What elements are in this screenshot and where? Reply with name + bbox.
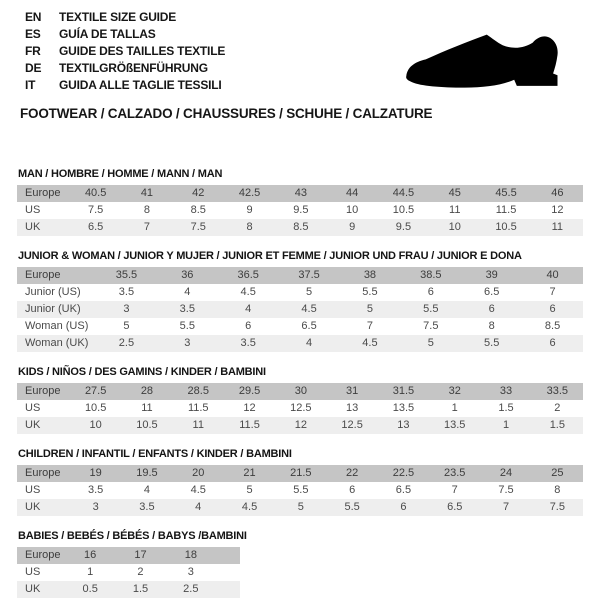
size-table-junior-woman	[17, 267, 583, 352]
row-label: Europe	[17, 465, 70, 482]
size-cell: 11.5	[224, 417, 275, 434]
size-cell: 6	[522, 301, 583, 318]
language-code: ES	[25, 27, 41, 41]
size-cell: 29.5	[224, 383, 275, 400]
size-cell: 5	[340, 301, 401, 318]
section-title: MAN / HOMBRE / HOMME / MANN / MAN	[18, 168, 223, 180]
section-title: CHILDREN / INFANTIL / ENFANTS / KINDER / BAMBINI	[18, 448, 292, 460]
size-cell: 3	[96, 301, 157, 318]
size-cell: 32	[429, 383, 480, 400]
size-cell: 8.5	[173, 202, 224, 219]
size-cell: 38	[340, 267, 401, 284]
size-cell: 12.5	[275, 400, 326, 417]
size-cell: 42	[173, 185, 224, 202]
size-cell: 13.5	[429, 417, 480, 434]
size-cell: 12.5	[326, 417, 377, 434]
table-row	[17, 284, 583, 301]
size-cell: 12	[275, 417, 326, 434]
language-label: GUÍA DE TALLAS	[59, 27, 156, 41]
size-cell: 6	[461, 301, 522, 318]
size-cell: 5	[224, 482, 275, 499]
table-row	[17, 499, 583, 516]
table-row	[17, 581, 240, 598]
size-cell: 4.5	[279, 301, 340, 318]
size-cell: 44.5	[378, 185, 429, 202]
table-row	[17, 564, 240, 581]
row-label: UK	[17, 417, 70, 434]
size-cell: 7.5	[532, 499, 583, 516]
size-cell: 6	[218, 318, 279, 335]
size-cell: 16	[65, 547, 115, 564]
size-cell: 42.5	[224, 185, 275, 202]
size-cell: 2	[115, 564, 165, 581]
size-cell: 8	[121, 202, 172, 219]
size-cell: 1	[65, 564, 115, 581]
size-cell: 13	[326, 400, 377, 417]
size-section-children	[17, 448, 583, 516]
language-label: GUIDA ALLE TAGLIE TESSILI	[59, 78, 222, 92]
size-table-kids	[17, 383, 583, 434]
size-cell: 4	[279, 335, 340, 352]
size-cell: 3	[70, 499, 121, 516]
size-cell: 5	[96, 318, 157, 335]
size-cell: 45.5	[480, 185, 531, 202]
size-cell: 6	[326, 482, 377, 499]
category-line: FOOTWEAR / CALZADO / CHAUSSURES / SCHUHE / CALZATURE	[20, 106, 433, 121]
row-label: Europe	[17, 547, 65, 564]
size-cell: 3.5	[218, 335, 279, 352]
size-cell: 9	[224, 202, 275, 219]
filler-cell	[216, 547, 240, 564]
row-label: Europe	[17, 185, 70, 202]
row-label: US	[17, 400, 70, 417]
size-cell: 5.5	[461, 335, 522, 352]
size-cell: 11	[429, 202, 480, 219]
row-label: US	[17, 482, 70, 499]
size-cell: 13.5	[378, 400, 429, 417]
section-title: BABIES / BEBÉS / BÉBÉS / BABYS /BAMBINI	[18, 530, 247, 542]
row-label: UK	[17, 499, 70, 516]
size-cell: 11.5	[173, 400, 224, 417]
row-label: Junior (UK)	[17, 301, 96, 318]
table-row	[17, 335, 583, 352]
size-cell: 10.5	[378, 202, 429, 219]
size-section-babies	[17, 530, 583, 598]
size-cell: 9.5	[378, 219, 429, 236]
size-cell: 19	[70, 465, 121, 482]
size-cell: 8.5	[522, 318, 583, 335]
size-cell: 1.5	[115, 581, 165, 598]
size-cell: 11	[532, 219, 583, 236]
size-cell: 3.5	[121, 499, 172, 516]
size-cell: 5.5	[400, 301, 461, 318]
size-cell: 8	[532, 482, 583, 499]
size-cell: 40	[522, 267, 583, 284]
row-label: US	[17, 564, 65, 581]
size-cell: 4.5	[224, 499, 275, 516]
language-code: IT	[25, 78, 36, 92]
size-cell: 6.5	[378, 482, 429, 499]
size-cell: 18	[166, 547, 216, 564]
size-section-junior-woman	[17, 250, 583, 352]
size-cell: 7	[340, 318, 401, 335]
row-label: Woman (US)	[17, 318, 96, 335]
table-row	[17, 465, 583, 482]
size-cell: 6.5	[429, 499, 480, 516]
language-row	[25, 26, 225, 43]
size-cell: 43	[275, 185, 326, 202]
size-cell: 31	[326, 383, 377, 400]
size-cell: 5.5	[275, 482, 326, 499]
size-cell: 11.5	[480, 202, 531, 219]
size-cell: 3	[157, 335, 218, 352]
size-cell: 41	[121, 185, 172, 202]
size-cell: 24	[480, 465, 531, 482]
table-row	[17, 301, 583, 318]
size-cell: 12	[532, 202, 583, 219]
size-cell: 1	[429, 400, 480, 417]
size-cell: 3	[166, 564, 216, 581]
size-cell: 21.5	[275, 465, 326, 482]
size-cell: 4	[121, 482, 172, 499]
language-row	[25, 9, 225, 26]
language-label: TEXTILE SIZE GUIDE	[59, 10, 177, 24]
table-row	[17, 202, 583, 219]
size-cell: 3.5	[70, 482, 121, 499]
language-row	[25, 60, 225, 77]
size-section-man	[17, 168, 583, 236]
size-cell: 4.5	[218, 284, 279, 301]
size-cell: 10	[326, 202, 377, 219]
size-cell: 1	[480, 417, 531, 434]
size-cell: 37.5	[279, 267, 340, 284]
size-cell: 10	[70, 417, 121, 434]
language-code: EN	[25, 10, 42, 24]
size-cell: 17	[115, 547, 165, 564]
size-cell: 4.5	[340, 335, 401, 352]
size-cell: 6.5	[70, 219, 121, 236]
section-title: JUNIOR & WOMAN / JUNIOR Y MUJER / JUNIOR ET FEMME / JUNIOR UND FRAU / JUNIOR E DONA	[18, 250, 522, 262]
size-cell: 33	[480, 383, 531, 400]
table-row	[17, 400, 583, 417]
size-cell: 10.5	[70, 400, 121, 417]
size-cell: 11	[121, 400, 172, 417]
size-cell: 10.5	[121, 417, 172, 434]
size-cell: 5	[275, 499, 326, 516]
size-cell: 40.5	[70, 185, 121, 202]
language-label: TEXTILGRÖßENFÜHRUNG	[59, 61, 208, 75]
size-cell: 36.5	[218, 267, 279, 284]
table-row	[17, 318, 583, 335]
size-cell: 5.5	[326, 499, 377, 516]
language-label: GUIDE DES TAILLES TEXTILE	[59, 44, 226, 58]
shoe-silhouette-path	[406, 35, 558, 88]
size-cell: 0.5	[65, 581, 115, 598]
section-title: KIDS / NIÑOS / DES GAMINS / KINDER / BAMBINI	[18, 366, 266, 378]
filler-cell	[216, 564, 240, 581]
size-cell: 19.5	[121, 465, 172, 482]
table-row	[17, 185, 583, 202]
size-cell: 44	[326, 185, 377, 202]
size-cell: 8	[224, 219, 275, 236]
size-cell: 21	[224, 465, 275, 482]
language-code: DE	[25, 61, 42, 75]
table-row	[17, 383, 583, 400]
size-cell: 7.5	[480, 482, 531, 499]
shoe-icon	[396, 24, 574, 108]
language-row	[25, 77, 225, 94]
table-row	[17, 482, 583, 499]
language-row	[25, 43, 225, 60]
size-cell: 3.5	[96, 284, 157, 301]
size-cell: 7.5	[400, 318, 461, 335]
size-cell: 7	[480, 499, 531, 516]
size-tables	[17, 168, 583, 598]
size-cell: 3.5	[157, 301, 218, 318]
size-cell: 31.5	[378, 383, 429, 400]
size-cell: 27.5	[70, 383, 121, 400]
size-cell: 9.5	[275, 202, 326, 219]
row-label: UK	[17, 219, 70, 236]
size-cell: 23.5	[429, 465, 480, 482]
size-cell: 20	[173, 465, 224, 482]
row-label: Europe	[17, 267, 96, 284]
size-cell: 22.5	[378, 465, 429, 482]
size-cell: 36	[157, 267, 218, 284]
size-cell: 33.5	[532, 383, 583, 400]
size-cell: 12	[224, 400, 275, 417]
size-cell: 6	[378, 499, 429, 516]
table-row	[17, 417, 583, 434]
size-cell: 4	[173, 499, 224, 516]
table-row	[17, 219, 583, 236]
size-cell: 38.5	[400, 267, 461, 284]
size-cell: 5	[400, 335, 461, 352]
size-table-children	[17, 465, 583, 516]
size-cell: 8.5	[275, 219, 326, 236]
row-label: UK	[17, 581, 65, 598]
size-cell: 5.5	[340, 284, 401, 301]
size-cell: 39	[461, 267, 522, 284]
size-cell: 7.5	[70, 202, 121, 219]
size-cell: 25	[532, 465, 583, 482]
size-cell: 7.5	[173, 219, 224, 236]
size-table-babies	[17, 547, 240, 598]
size-cell: 10	[429, 219, 480, 236]
size-cell: 5	[279, 284, 340, 301]
size-section-kids	[17, 366, 583, 434]
size-cell: 10.5	[480, 219, 531, 236]
size-cell: 30	[275, 383, 326, 400]
row-label: Woman (UK)	[17, 335, 96, 352]
size-cell: 35.5	[96, 267, 157, 284]
size-table-man	[17, 185, 583, 236]
size-cell: 28.5	[173, 383, 224, 400]
size-cell: 2	[532, 400, 583, 417]
size-cell: 5.5	[157, 318, 218, 335]
size-cell: 22	[326, 465, 377, 482]
language-list	[25, 9, 225, 94]
size-cell: 4	[157, 284, 218, 301]
size-cell: 7	[121, 219, 172, 236]
size-cell: 4.5	[173, 482, 224, 499]
size-cell: 46	[532, 185, 583, 202]
size-cell: 11	[173, 417, 224, 434]
filler-cell	[216, 581, 240, 598]
size-cell: 2.5	[166, 581, 216, 598]
size-cell: 6.5	[279, 318, 340, 335]
table-row	[17, 267, 583, 284]
language-code: FR	[25, 44, 41, 58]
size-cell: 1.5	[532, 417, 583, 434]
row-label: US	[17, 202, 70, 219]
table-row	[17, 547, 240, 564]
size-cell: 13	[378, 417, 429, 434]
row-label: Europe	[17, 383, 70, 400]
size-cell: 6.5	[461, 284, 522, 301]
size-cell: 9	[326, 219, 377, 236]
size-cell: 7	[522, 284, 583, 301]
size-cell: 4	[218, 301, 279, 318]
row-label: Junior (US)	[17, 284, 96, 301]
size-cell: 1.5	[480, 400, 531, 417]
size-cell: 2.5	[96, 335, 157, 352]
size-cell: 8	[461, 318, 522, 335]
size-cell: 6	[522, 335, 583, 352]
size-cell: 28	[121, 383, 172, 400]
size-cell: 6	[400, 284, 461, 301]
size-cell: 45	[429, 185, 480, 202]
size-cell: 7	[429, 482, 480, 499]
